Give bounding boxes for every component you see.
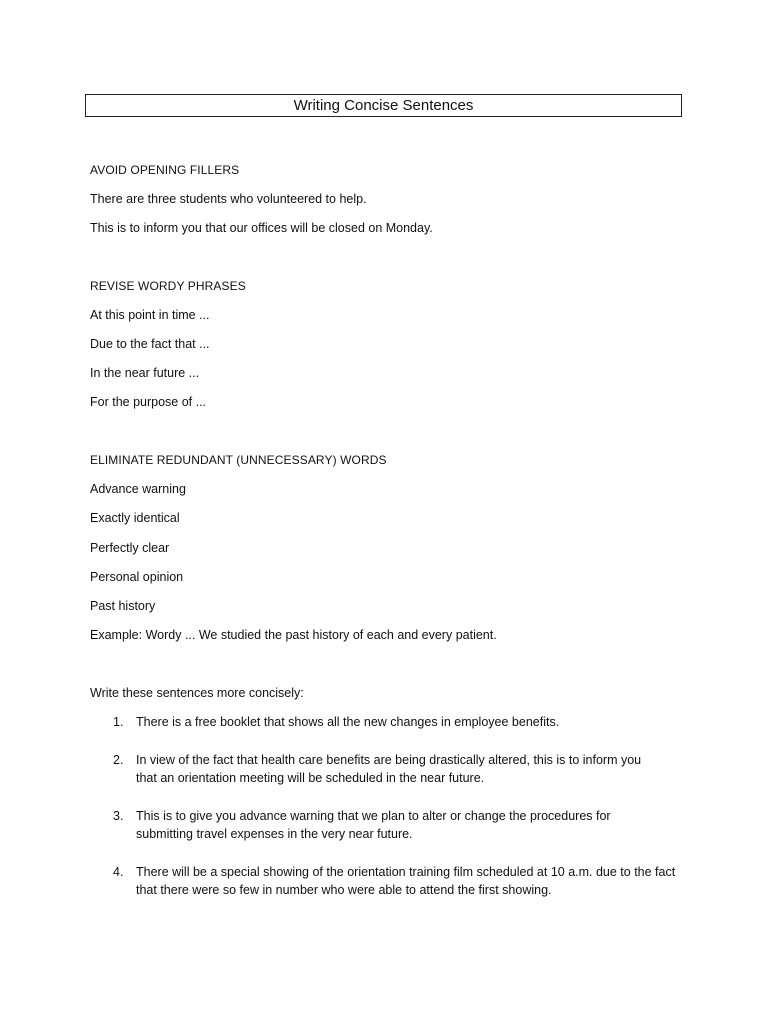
- example-line: There are three students who volunteered to help.: [90, 192, 367, 206]
- exercise-item-number: 4.: [113, 865, 124, 879]
- example-line: Perfectly clear: [90, 541, 170, 555]
- exercise-item-text: There is a free booklet that shows all the new changes in employee benefits.: [136, 715, 560, 729]
- exercise-item-number: 2.: [113, 753, 124, 767]
- example-line: In the near future ...: [90, 366, 200, 380]
- exercise-item-text: In view of the fact that health care benefits are being drastically altered, this is to inform you that an orientation meeting will be scheduled in the near future.: [136, 753, 642, 785]
- example-sentence: Example: Wordy ... We studied the past history of each and every patient.: [90, 628, 497, 642]
- example-line: Past history: [90, 599, 156, 613]
- exercise-item-number: 3.: [113, 809, 124, 823]
- example-line: Due to the fact that ...: [90, 337, 210, 351]
- example-line: Personal opinion: [90, 570, 184, 584]
- exercise-prompt: Write these sentences more concisely:: [90, 686, 304, 700]
- example-line: At this point in time ...: [90, 308, 210, 322]
- example-line: This is to inform you that our offices will be closed on Monday.: [90, 221, 433, 235]
- example-line: Advance warning: [90, 482, 186, 496]
- document-title: Writing Concise Sentences: [85, 94, 682, 117]
- section-heading-redundant-words: ELIMINATE REDUNDANT (UNNECESSARY) WORDS: [90, 453, 387, 467]
- example-line: For the purpose of ...: [90, 395, 207, 409]
- section-heading-wordy-phrases: REVISE WORDY PHRASES: [90, 279, 246, 293]
- exercise-item-text: This is to give you advance warning that we plan to alter or change the procedures for submitting travel expenses in the very near future.: [136, 809, 611, 841]
- exercise-item-number: 1.: [113, 715, 124, 729]
- example-line: Exactly identical: [90, 511, 180, 525]
- section-heading-opening-fillers: AVOID OPENING FILLERS: [90, 163, 240, 177]
- exercise-item-text: There will be a special showing of the orientation training film scheduled at 10 a.m. due to the fact that there were so few in number who were able to attend the first showing.: [136, 865, 676, 897]
